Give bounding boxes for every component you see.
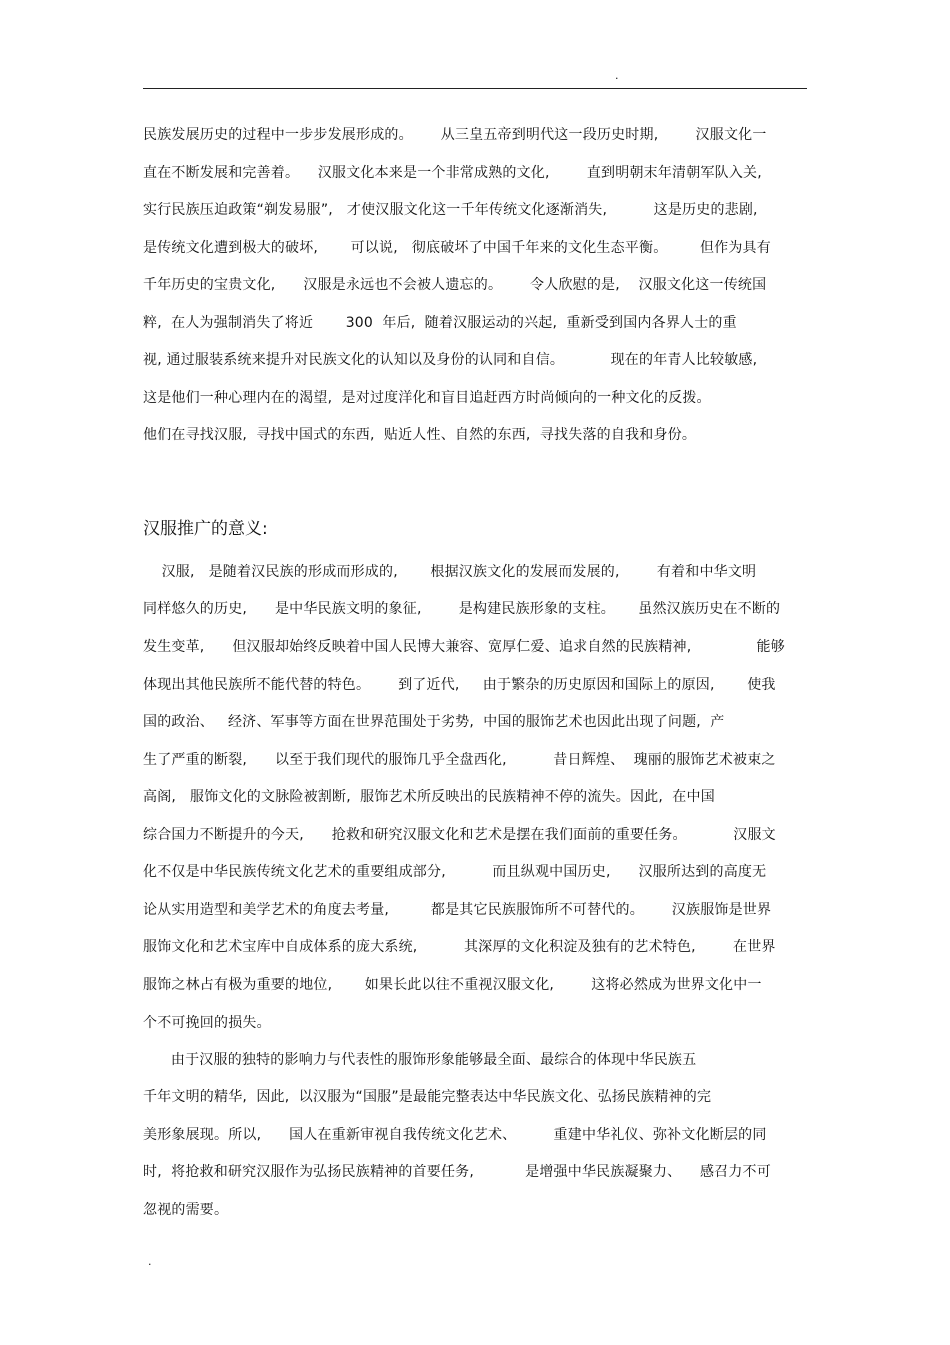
text-line: 服饰之林占有极为重要的地位, 如果长此以往不重视汉服文化, 这将必然成为世界文化中一 [143,977,762,993]
text-line: 汉服, 是随着汉民族的形成而形成的, 根据汉族文化的发展而发展的, 有着和中华文明 [143,564,757,580]
text-line: 同样悠久的历史, 是中华民族文明的象征, 是构建民族形象的支柱。 虽然汉族历史在不断的 [143,601,781,617]
text-line: 综合国力不断提升的今天, 抢救和研究汉服文化和艺术是摆在我们面前的重要任务。 汉服文 [143,827,776,843]
header-rule [143,88,807,89]
text-line: 发生变革, 但汉服却始终反映着中国人民博大兼容、宽厚仁爱、追求自然的民族精神, 能够 [143,639,785,655]
text-line: 实行民族压迫政策“剃发易服”, 才使汉服文化这一千年传统文化逐渐消失, 这是历史的悲剧, [143,202,758,218]
section-heading: 汉服推广的意义: [143,519,268,539]
text-line: 这是他们一种心理内在的渴望, 是对过度洋化和盲目追赶西方时尚倾向的一种文化的反拨。 [143,390,711,406]
text-line: 生了严重的断裂, 以至于我们现代的服饰几乎全盘西化, 昔日辉煌、 瑰丽的服饰艺术被束之 [143,752,776,768]
text-line: 千年历史的宝贵文化, 汉服是永远也不会被人遗忘的。 令人欣慰的是, 汉服文化这一传统国 [143,277,767,293]
text-line: 体现出其他民族所不能代替的特色。 到了近代, 由于繁杂的历史原因和国际上的原因, 使我 [143,677,776,693]
text-line: 视, 通过服装系统来提升对民族文化的认知以及身份的认同和自信。 现在的年青人比较敏感, [143,352,758,368]
text-line: 高阁, 服饰文化的文脉险被割断, 服饰艺术所反映出的民族精神不停的流失。因此, 在中国 [143,789,715,805]
text-line: 国的政治、 经济、军事等方面在世界范围处于劣势, 中国的服饰艺术也因此出现了问题, 产 [143,714,725,730]
text-line: 他们在寻找汉服, 寻找中国式的东西, 贴近人性、自然的东西, 寻找失落的自我和身份。 [143,427,697,443]
text-line: 服饰文化和艺术宝库中自成体系的庞大系统, 其深厚的文化积淀及独有的艺术特色, 在世界 [143,939,776,955]
footer-mark: . [148,1255,152,1268]
text-line: 千年文明的精华, 因此, 以汉服为“国服”是最能完整表达中华民族文化、弘扬民族精神的完 [143,1089,712,1105]
text-line: 是传统文化遭到极大的破坏, 可以说, 彻底破坏了中国千年来的文化生态平衡。 但作为具有 [143,240,771,256]
text-line: 民族发展历史的过程中一步步发展形成的。 从三皇五帝到明代这一段历史时期, 汉服文化一 [143,127,767,143]
text-line: 粹, 在人为强制消失了将近 300 年后, 随着汉服运动的兴起, 重新受到国内各界人士的重 [143,315,737,331]
text-line: 化不仅是中华民族传统文化艺术的重要组成部分, 而且纵观中国历史, 汉服所达到的高度无 [143,864,767,880]
header-mark: . [615,69,619,82]
text-line: 忽视的需要。 [143,1202,229,1218]
text-line: 由于汉服的独特的影响力与代表性的服饰形象能够最全面、最综合的体现中华民族五 [143,1052,697,1068]
text-line: 个不可挽回的损失。 [143,1015,271,1031]
text-line: 时, 将抢救和研究汉服作为弘扬民族精神的首要任务, 是增强中华民族凝聚力、 感召力不可 [143,1164,771,1180]
text-line: 论从实用造型和美学艺术的角度去考量, 都是其它民族服饰所不可替代的。 汉族服饰是世界 [143,902,772,918]
text-line: 美形象展现。所以, 国人在重新审视自我传统文化艺术、 重建中华礼仪、弥补文化断层的同 [143,1127,767,1143]
text-line: 直在不断发展和完善着。 汉服文化本来是一个非常成熟的文化, 直到明朝末年清朝军队入关, [143,165,762,181]
